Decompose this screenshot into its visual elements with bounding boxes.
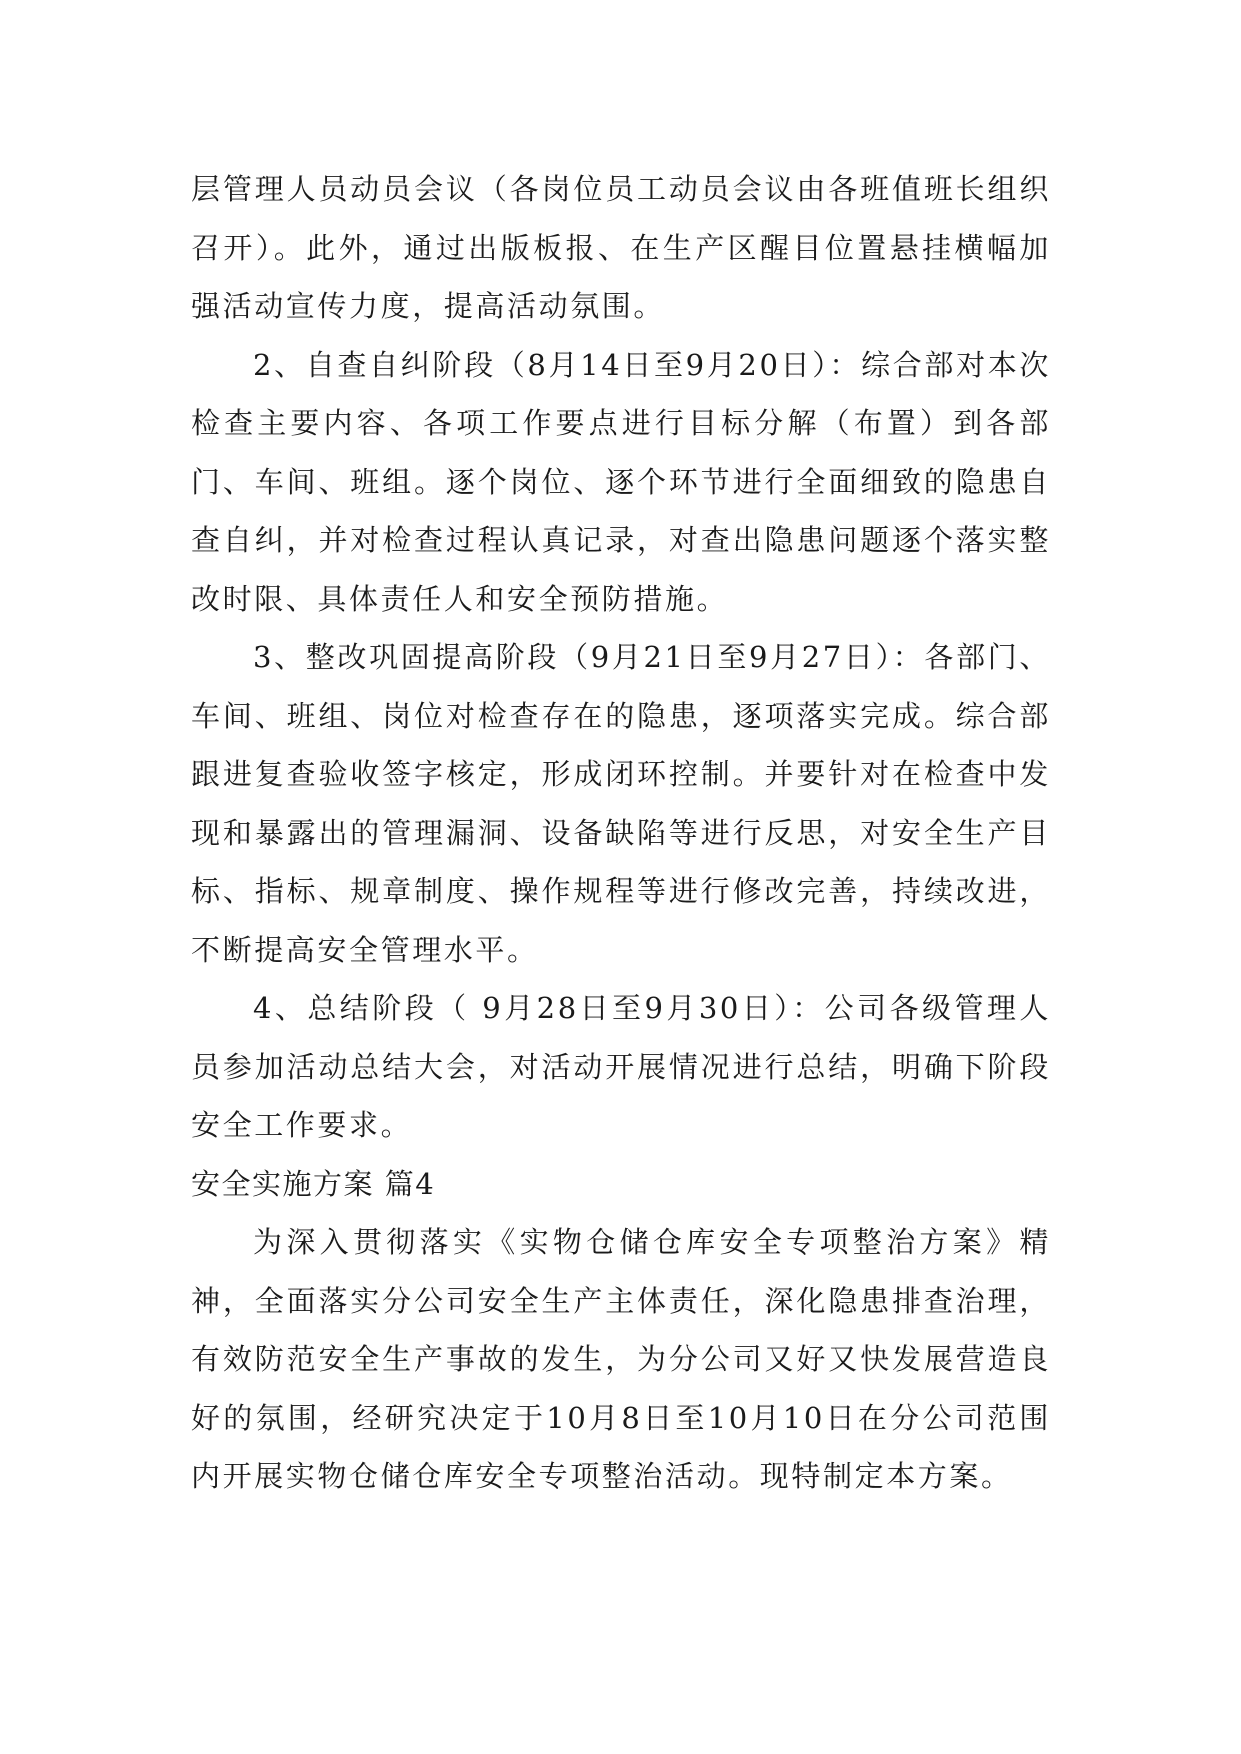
paragraph-continuation: 层管理人员动员会议（各岗位员工动员会议由各班值班长组织召开）。此外，通过出版板报、在生产区醒目位置悬挂横幅加强活动宣传力度，提高活动氛围。 bbox=[191, 172, 1051, 323]
paragraph-rectification-stage: 3、整改巩固提高阶段（9月21日至9月27日）：各部门、车间、班组、岗位对检查存在的隐患，逐项落实完成。综合部跟进复查验收签字核定，形成闭环控制。并要针对在检查中发现和暴露出的管理漏洞、设备缺陷等进行反思，对安全生产目标、指标、规章制度、操作规程等进行修改完善，持续改进，不断提高安全管理水平。 bbox=[191, 640, 1051, 967]
document-body bbox=[191, 160, 1051, 1506]
paragraph-self-inspection-stage: 2、自查自纠阶段（8月14日至9月20日）：综合部对本次检查主要内容、各项工作要点进行目标分解（布置）到各部门、车间、班组。逐个岗位、逐个环节进行全面细致的隐患自查自纠，并对检查过程认真记录，对查出隐患问题逐个落实整改时限、具体责任人和安全预防措施。 bbox=[191, 347, 1051, 616]
section-heading: 安全实施方案 篇4 bbox=[191, 1166, 436, 1201]
paragraph-plan-intro: 为深入贯彻落实《实物仓储仓库安全专项整治方案》精神，全面落实分公司安全生产主体责任，深化隐患排查治理，有效防范安全生产事故的发生，为分公司又好又快发展营造良好的氛围，经研究决定于10月8日至10月10日在分公司范围内开展实物仓储仓库安全专项整治活动。现特制定本方案。 bbox=[191, 1225, 1051, 1493]
paragraph-summary-stage: 4、总结阶段（ 9月28日至9月30日）：公司各级管理人员参加活动总结大会，对活动开展情况进行总结，明确下阶段安全工作要求。 bbox=[191, 991, 1051, 1142]
